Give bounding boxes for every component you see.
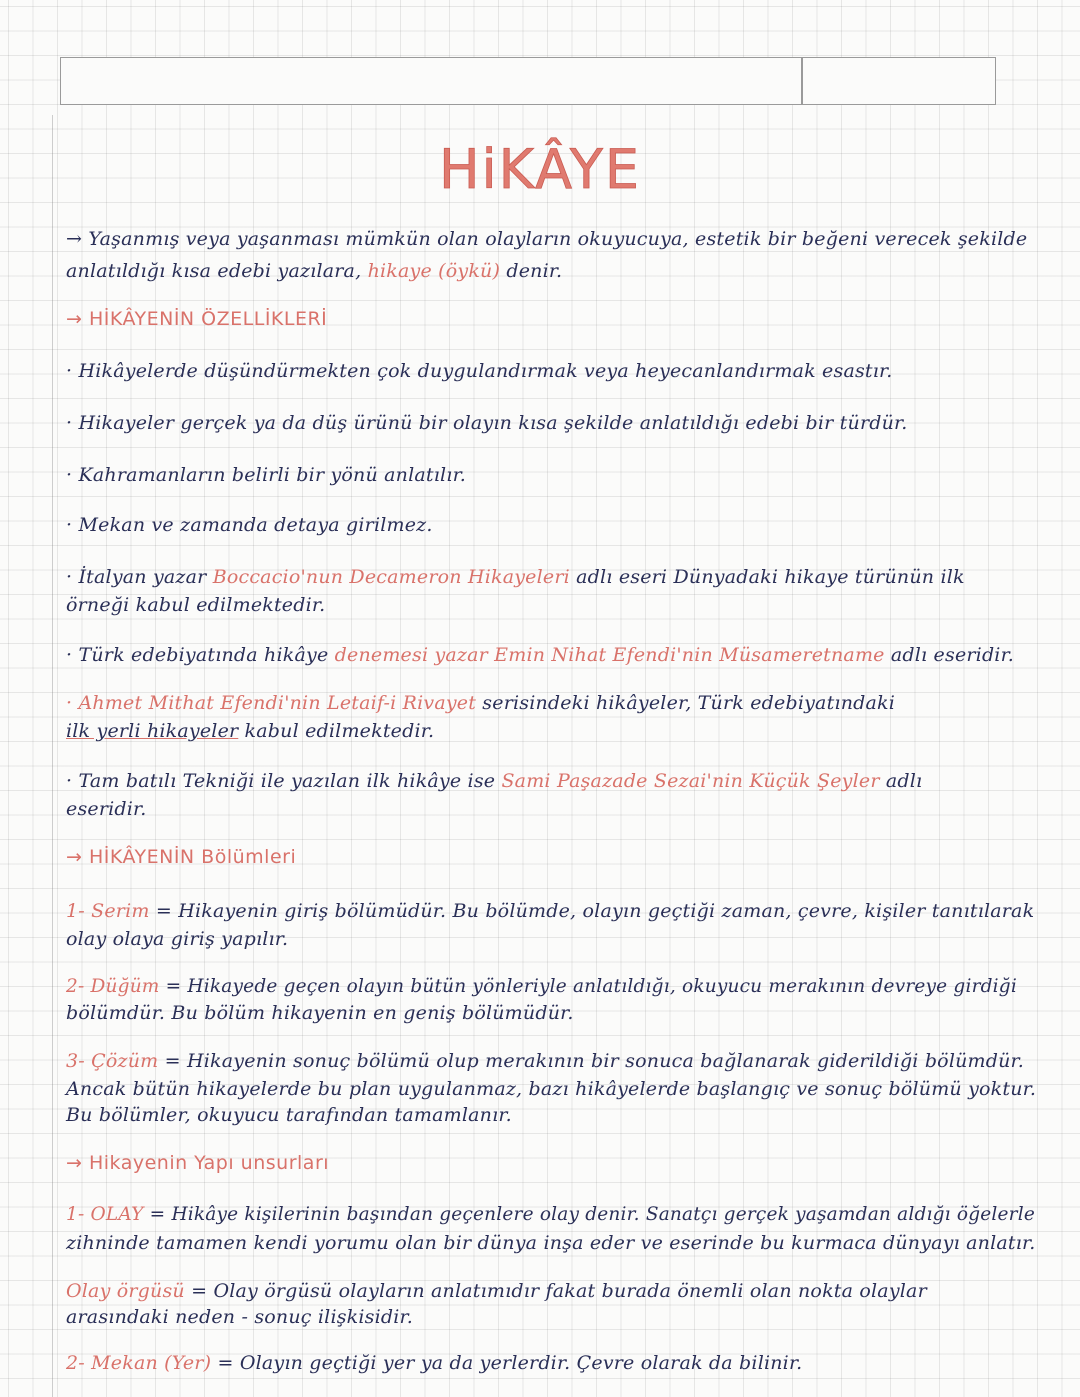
structure-2-label: Olay örgüsü: [66, 1280, 185, 1302]
feature-7-text-d: kabul edilmektedir.: [238, 720, 435, 742]
feature-item-7-cont: [66, 720, 434, 742]
structure-1: [66, 1204, 1035, 1225]
feature-7-text-b: serisindeki hikâyeler, Türk edebiyatındaki: [476, 692, 896, 714]
header-divider: [801, 58, 803, 104]
feature-item-5-cont: örneği kabul edilmektedir.: [66, 594, 326, 616]
feature-8-text-c: adlı: [879, 770, 923, 792]
intro-text-a: anlatıldığı kısa edebi yazılara,: [66, 260, 368, 282]
structure-1-cont: zihninde tamamen kendi yorumu olan bir dünya inşa eder ve eserinde bu kurmaca dünyayı anlatır.: [66, 1232, 1036, 1254]
intro-term: hikaye (öykü): [367, 260, 501, 282]
feature-8-text-a: · Tam batılı Tekniği ile yazılan ilk hikâye ise: [66, 770, 502, 792]
section-1-cont: olay olaya giriş yapılır.: [66, 928, 289, 950]
structure-3: [66, 1352, 802, 1374]
structure-1-label: 1- OLAY: [66, 1204, 144, 1225]
feature-item-7: [66, 692, 895, 714]
feature-6-text-c: adlı eseridir.: [884, 644, 1015, 666]
feature-item-6: [66, 644, 1014, 666]
feature-7-work: · Ahmet Mithat Efendi'nin Letaif-i Rivayet: [66, 692, 477, 714]
structure-3-label: 2- Mekan (Yer): [66, 1352, 212, 1374]
feature-5-text-c: adlı eseri Dünyadaki hikaye türünün ilk: [569, 566, 965, 588]
sections-heading: → HİKÂYENİN Bölümleri: [66, 846, 297, 868]
section-3-text: = Hikayenin sonuç bölümü olup merakının bir sonuca bağlanarak giderildiği bölümdür.: [158, 1050, 1024, 1072]
section-2-label: 2- Düğüm: [66, 976, 160, 997]
feature-item-3: · Kahramanların belirli bir yönü anlatılır.: [66, 464, 467, 486]
page-title: HiKÂYE: [439, 138, 641, 201]
features-heading: → HİKÂYENİN ÖZELLİKLERİ: [66, 308, 328, 330]
margin-line: [52, 115, 53, 1397]
feature-8-work: Sami Paşazade Sezai'nin Küçük Şeyler: [501, 770, 880, 792]
section-3-cont-2: Bu bölümler, okuyucu tarafından tamamlanır.: [66, 1104, 512, 1126]
section-3: [66, 1050, 1024, 1072]
feature-item-5: [66, 566, 965, 588]
structure-3-text: = Olayın geçtiği yer ya da yerlerdir. Çevre olarak da bilinir.: [211, 1352, 803, 1374]
structure-heading: → Hikayenin Yapı unsurları: [66, 1152, 330, 1174]
feature-5-text-a: · İtalyan yazar: [66, 566, 213, 588]
feature-item-8-cont: eseridir.: [66, 798, 147, 820]
section-2-text: = Hikayede geçen olayın bütün yönleriyle anlatıldığı, okuyucu merakının devreye girdiği: [159, 976, 1017, 997]
feature-5-work: Boccacio'nun Decameron Hikayeleri: [212, 566, 570, 588]
feature-item-4: · Mekan ve zamanda detaya girilmez.: [66, 514, 433, 536]
intro-text-c: denir.: [500, 260, 563, 282]
feature-6-work: denemesi yazar Emin Nihat Efendi'nin Müsameretname: [334, 644, 885, 666]
feature-item-2: · Hikayeler gerçek ya da düş ürünü bir olayın kısa şekilde anlatıldığı edebi bir türdür.: [66, 412, 908, 434]
section-3-cont-1: Ancak bütün hikayelerde bu plan uygulanmaz, bazı hikâyelerde başlangıç ve sonuç bölümü yoktur.: [66, 1078, 1037, 1100]
intro-line-1: → Yaşanmış veya yaşanması mümkün olan olayların okuyucuya, estetik bir beğeni verecek şekilde: [66, 228, 1028, 250]
structure-2-text: = Olay örgüsü olayların anlatımıdır fakat burada önemli olan nokta olaylar: [184, 1280, 927, 1302]
structure-1-text: = Hikâye kişilerinin başından geçenlere olay denir. Sanatçı gerçek yaşamdan aldığı öğelerle: [143, 1204, 1035, 1225]
section-3-label: 3- Çözüm: [66, 1050, 159, 1072]
feature-item-1: · Hikâyelerde düşündürmekten çok duygulandırmak veya heyecanlandırmak esastır.: [66, 360, 893, 382]
section-2-cont: bölümdür. Bu bölüm hikayenin en geniş bölümüdür.: [66, 1002, 574, 1024]
feature-item-8: [66, 770, 922, 792]
header-box: [60, 57, 996, 105]
section-1-text: = Hikayenin giriş bölümüdür. Bu bölümde, olayın geçtiği zaman, çevre, kişiler tanıtılarak: [149, 900, 1035, 922]
structure-2-cont: arasındaki neden - sonuç ilişkisidir.: [66, 1306, 413, 1328]
structure-2: [66, 1280, 927, 1302]
section-2: [66, 976, 1017, 997]
section-1: [66, 900, 1034, 922]
section-1-label: 1- Serim: [66, 900, 150, 922]
feature-6-text-a: · Türk edebiyatında hikâye: [66, 644, 335, 666]
feature-7-underlined: ilk yerli hikayeler: [66, 720, 239, 742]
intro-line-2: [66, 260, 562, 282]
